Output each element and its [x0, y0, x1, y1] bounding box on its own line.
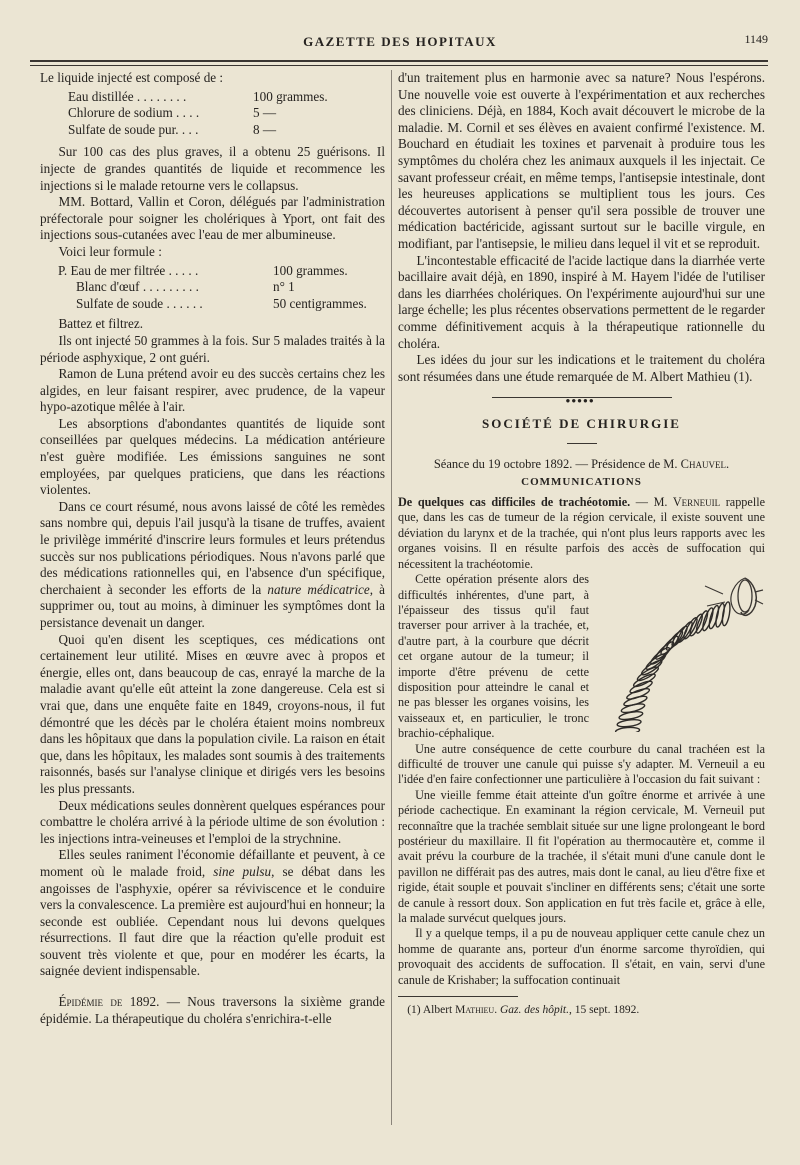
formula-qty: 50 centigrammes.: [273, 295, 367, 311]
paragraph: Les absorptions d'abondantes quantités de liquide sont conseillées par quelques médecins. La médication antérieure n'est guère modifiée. Les émissions sanguines ne sont employées, par quelques praticiens, que dans les réactions violentes.: [40, 415, 385, 498]
paragraph: Les idées du jour sur les indications et le traitement du choléra sont résumées dans une étude remarquée de M. Albert Mathieu (1).: [398, 352, 765, 384]
small-caps-run: — M. Verneuil: [630, 495, 721, 510]
section-separator: [492, 397, 672, 412]
text-run: Cette opération présente alors des difficultés inhérentes, d'une part, à l'épaisseur des tissus qu'il faut traverser pour arriver à la trachée, et, d'autre part, à la courbure que décrit cet organe autour de la tumeur; il importe d'être prévenu de cette disposition pour atteindre le canal et ne pas blesser les organes voisins, les vaisseaux et, en particulier, le tronc brachio-céphalique.: [398, 572, 589, 741]
section-title: SOCIÉTÉ DE CHIRURGIE: [482, 416, 681, 432]
paragraph: Voici leur formule :: [58, 243, 162, 259]
header-rule-thin: [30, 65, 768, 66]
text-run: , à supprimer ou, tout au moins, à diminuer les symptômes dont la persistance devenait un danger.: [40, 581, 385, 630]
paragraph: Ils ont injecté 50 grammes à la fois. Sur 5 malades traités à la période asphyxique, 2 ont guéri.: [40, 332, 385, 365]
formula-item: Sulfate de soude pur. . . .: [68, 121, 199, 137]
text-run: , 15 sept. 1892.: [568, 1004, 640, 1017]
formula-qty: 5 —: [253, 105, 277, 121]
paragraph: [40, 847, 385, 980]
formula-qty: 100 grammes.: [253, 88, 328, 104]
text-run: Séance du 19 octobre 1892. — Présidence de M.: [433, 456, 678, 471]
text-run: rappelle que, dans les cas de tumeur de la région cervicale, il existe souvent une déviation du larynx et de la trachée, qui n'ont plus leurs rapports avec les organes voisins. Il en résulte parfois des accès de suffocation qui nécessitent la trachéotomie.: [398, 495, 765, 571]
italic-run: Gaz. des hôpit.: [499, 1004, 569, 1017]
formula-list-1: [40, 89, 385, 139]
cannula-coil-ring: [721, 602, 731, 627]
paragraph: Le liquide injecté est composé de :: [40, 70, 224, 85]
paragraph: d'un traitement plus en harmonie avec sa nature? Nous l'espérons. Une nouvelle voie est ouverte à l'expérimentation et aux recherches des cliniciens. Déjà, en 1884, Koch avait découvert le microbe de la maladie. M. Cornil et ses élèves en avaient confirmé l'existence. M. Bouchard en étudiait les toxines et parvenait à produire tous les symptômes du choléra chez les animaux auxquels il les injectait. Ce savant professeur créait, en même temps, l'antisepsie intestinale, dont les heureuses applications se multiplient tous les jours. Ces découvertes autorisent à penser qu'il sera possible de trouver une médication bactéricide, agissant surtout sur le bacille virgule, en modifiant, par l'antisepsie, le milieu dans lequel il vit et se reproduit.: [398, 70, 765, 251]
text-run: 1892. — Nous traversons la sixième grande épidémie. La thérapeutique du choléra s'enrichira-t-elle: [40, 994, 385, 1026]
formula-item: Blanc d'œuf . . . . . . . . .: [76, 279, 199, 295]
paragraph: Il y a quelque temps, il a pu de nouveau appliquer cette canule chez un homme de quarante ans, porteur d'un énorme sarcome thyroïdien, qui provoquait des accidents de suffocation. Il s'était, en vain, servi d'une canule de Krishaber; la suffocation continuait: [398, 926, 765, 987]
paragraph: Deux médications seules donnèrent quelques espérances pour combattre le choléra arrivé à la période ultime de son évolution : les injections intra-veineuses et l'emploi de la strychnine.: [40, 797, 385, 846]
paragraph: [40, 994, 385, 1027]
paragraph: MM. Bottard, Vallin et Coron, délégués par l'administration préfectorale pour soigner les cholériques à Yport, ont fait des injections sous-cutanées avec l'eau de mer albumineuse.: [40, 194, 385, 243]
page-number: 1149: [744, 32, 768, 46]
formula-list-2: [40, 263, 385, 313]
cannula-coil-ring: [659, 635, 680, 657]
session-line: Séance du 19 octobre 1892. — Présidence de M. Chauvel.: [433, 456, 730, 471]
cannula-coil-ring: [615, 727, 639, 732]
paragraph: Quoi qu'en disent les sceptiques, ces médications ont certainement leur utilité. Mises en œuvre avec à propos et énergie, elles ont, dans beaucoup de cas, enrayé la marche de la maladie avant qu'elle eût atteint la zone dangereuse. Cela est si vrai que, dans une enquête faite en 1849, croyons-nous, il fut démontré que les décès par le choléra étaient moins nombreux dans les hôpitaux que dans la population civile. La raison en était que, dans les hôpitaux, les malades sont soumis à des traitements raisonnés, basés sur l'analyse clinique et dirigés vers les besoins les plus pressants.: [40, 631, 385, 796]
small-caps-run: Chauvel: [680, 456, 727, 471]
formula-row: [68, 122, 358, 139]
italic-run: sine pulsu: [213, 863, 272, 879]
separator-ornament: ●●●●●: [565, 396, 595, 406]
left-column: [40, 70, 385, 1027]
formula-qty: 100 grammes.: [273, 262, 348, 278]
paragraph: Sur 100 cas des plus graves, il a obtenu 25 guérisons. Il injecte de grandes quantités de liquide et recommence les injections si le malade retourne vers le collapsus.: [40, 144, 385, 193]
right-column: [398, 70, 765, 1017]
subsection-title: COMMUNICATIONS: [521, 476, 642, 489]
text-run: , se débat dans les angoisses de l'asphyxie, opérer sa réviviscence et le conduire vers la convalescence. La première est aujourd'hui en honneur; la seconde est oubliée. Cependant nous lui devons quelques résurrections. Il faut dire que la réaction qu'elle produit est souvent très violente et que, pour en modérer les écarts, la saignée devient indispensable.: [40, 863, 385, 979]
bold-run: De quelques cas difficiles de trachéotomie.: [398, 495, 631, 510]
footnote-rule: [398, 996, 518, 997]
small-caps-run: Épidémie de: [58, 994, 123, 1010]
formula-row: [58, 279, 388, 296]
formula-item: Eau distillée . . . . . . . .: [68, 88, 187, 104]
text-run: (1) Albert: [407, 1004, 453, 1017]
paragraph: [398, 495, 765, 572]
page-header: [30, 26, 770, 56]
formula-qty: n° 1: [273, 279, 295, 295]
text-run: Dans ce court résumé, nous avons laissé de côté les remèdes sans nombre qui, depuis l'ail jusqu'à la tisane de truffes, avaient le privilège immérité d'inscrire leurs formules et leurs prétendus succès sur nos publications périodiques. Nous n'avons parlé que des médications rationnelles qui, en l'absence d'un spécifique, cherchaient à seconder les efforts de la: [40, 498, 385, 597]
italic-run: nature médicatrice: [267, 581, 370, 597]
formula-item: P. Eau de mer filtrée . . . . .: [58, 262, 199, 278]
paragraph: [398, 572, 765, 741]
formula-row: [68, 89, 358, 106]
text-run: Elles seules raniment l'économie défaillante et peuvent, à ce moment où le malade froid,: [40, 847, 385, 879]
paragraph: Battez et filtrez.: [58, 316, 144, 332]
formula-row: [68, 105, 358, 122]
paragraph: L'incontestable efficacité de l'acide lactique dans la diarrhée verte bacillaire avait déjà, en 1890, inspiré à M. Hayem l'idée de l'utiliser dans les diarrhées cholériques. On l'expérimente aujourd'hui sur une large échelle; les plus récentes observations permettent de le regarder comme définitivement acquis à la thérapeutique rationnelle du choléra.: [398, 252, 765, 351]
header-rule: [30, 60, 768, 62]
paragraph: Une vieille femme était atteinte d'un goître énorme et arrivée à une période cachectique. En examinant la région cervicale, M. Verneuil put reconnaître que la trachée semblait située sur une ligne prolongeant le bord postérieur du maxillaire. Il fit l'opération au thermocautère et, comme il avait prévu la courbure de la trachée, il s'était muni d'une canule dont le pavillon ne différait pas des autres, mais dont le canal, au lieu d'être fixe et rigide, était souple et pouvait s'incliner en différents sens; c'était une sorte de canule à ressort doux. Son application en fut très facile et, grâce à elle, la malade survécut quelques jours.: [398, 787, 765, 926]
column-divider: [391, 70, 392, 1125]
communication-text: [398, 495, 765, 988]
cannula-figure: [595, 572, 765, 732]
formula-row: [58, 296, 388, 313]
formula-qty: 8 —: [253, 121, 277, 137]
formula-item: Chlorure de sodium . . . .: [68, 105, 200, 121]
small-caps-run: Mathieu: [455, 1004, 495, 1017]
footnote: (1) Albert Mathieu. Gaz. des hôpit., 15 sept. 1892.: [407, 1004, 640, 1017]
formula-item: Sulfate de soude . . . . . .: [76, 295, 203, 311]
journal-title: GAZETTE DES HOPITAUX: [303, 34, 497, 49]
short-rule: [567, 443, 597, 444]
formula-row: [58, 263, 388, 280]
paragraph: [40, 499, 385, 632]
paragraph: Une autre conséquence de cette courbure du canal trachéen est la difficulté de trouver une canule qui puisse s'y adapter. M. Verneuil a eu l'idée d'en faire confectionner une particulière à l'occasion du fait suivant :: [398, 741, 765, 787]
paragraph: Ramon de Luna prétend avoir eu des succès certains chez les algides, en leur faisant respirer, avec prudence, de la vapeur hypo-azotique mêlée à l'air.: [40, 366, 385, 415]
